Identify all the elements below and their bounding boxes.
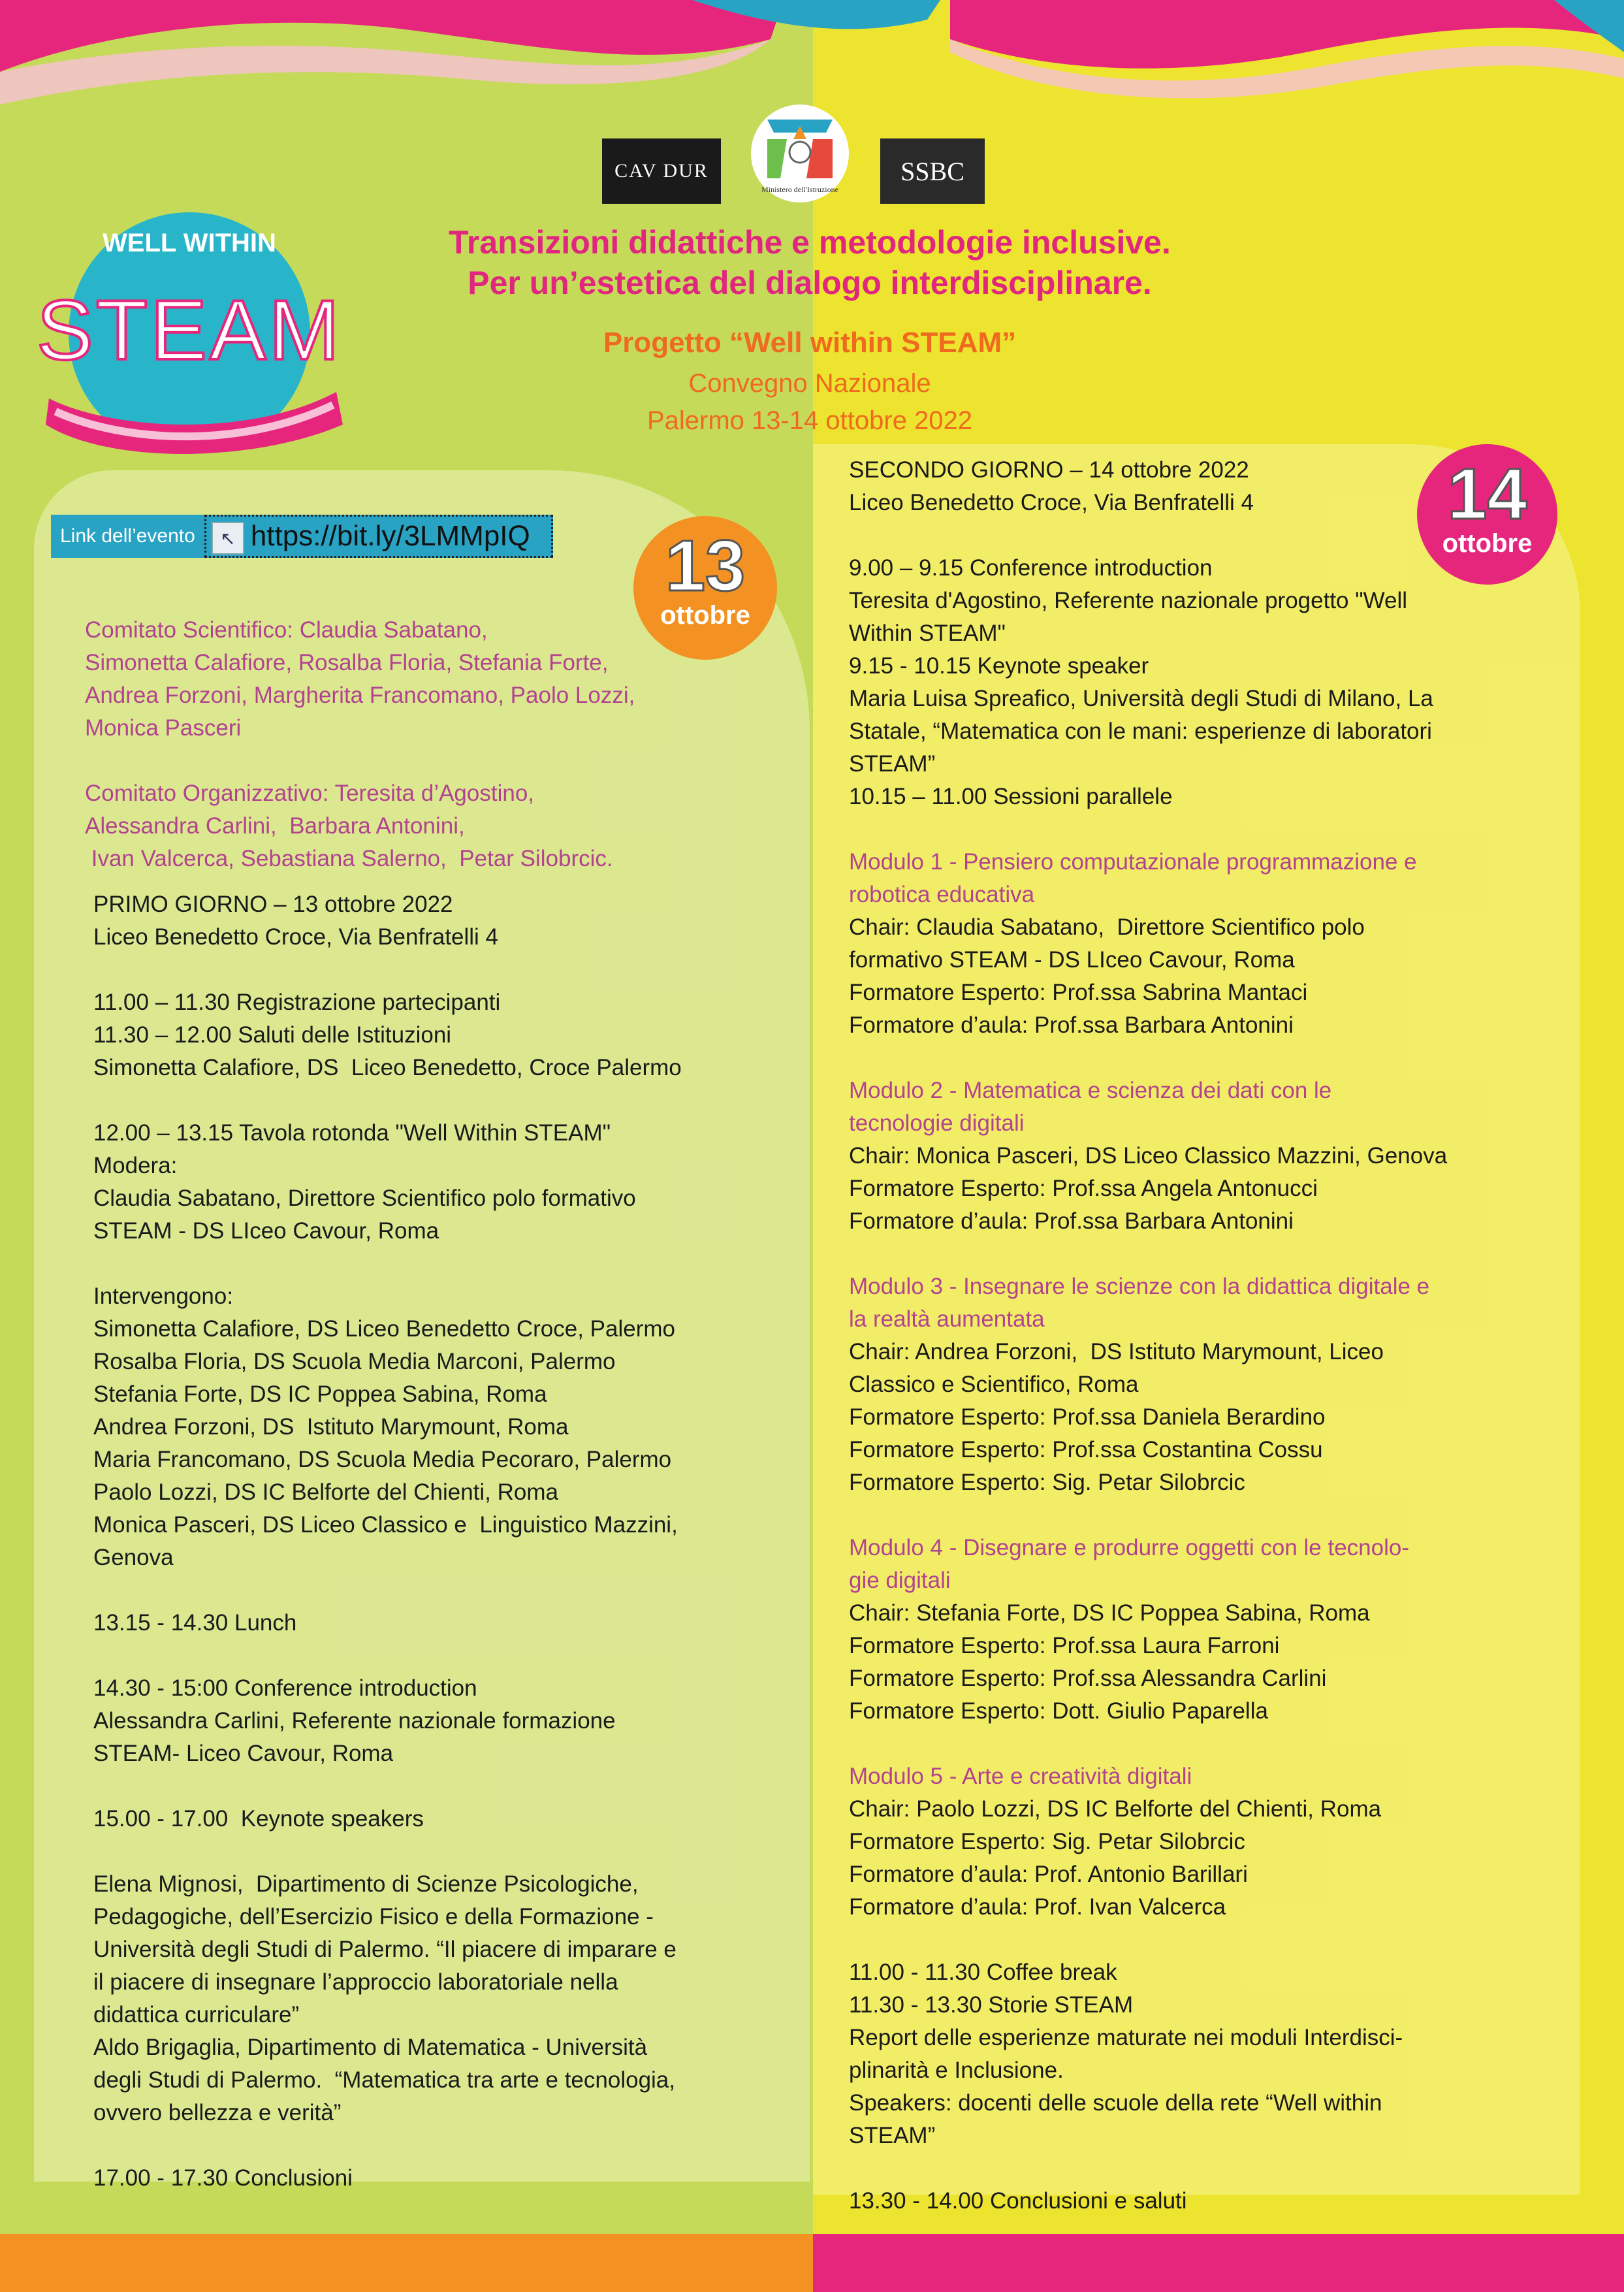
modulo4-title: Modulo 4 - Disegnare e produrre oggetti con le tecnolo- gie digitali [849, 1535, 1409, 1593]
day1-badge-month: ottobre [660, 601, 750, 630]
day2-badge-month: ottobre [1442, 529, 1533, 558]
main-title [326, 222, 1293, 303]
day1-conference-intro: 14.30 - 15:00 Conference introduction Alessandra Carlini, Referente nazionale formazione STEAM- Liceo Cavour, Roma [93, 1675, 616, 1766]
institution-logos [588, 105, 1045, 209]
day1-badge [633, 516, 777, 660]
comitato-organizzativo: Comitato Organizzativo: Teresita d’Agostino, Alessandra Carlini, Barbara Antonini, Ivan Valcerca, Sebastiana Salerno, Petar Silobrcic. [85, 781, 613, 871]
day1-speakers: Elena Mignosi, Dipartimento di Scienze Psicologiche, Pedagogiche, dell’Esercizio Fisico e della Formazione - Università degli Studi di Palermo. “Il piacere di imparare e il piacere di insegnare l’approccio laboratoriale nella didattica curriculare” Aldo Brigaglia, Dipartimento di Matematica - Università degli Studi di Palermo. “Matematica tra arte e tecnologia, ovvero bellezza e verità” [93, 1871, 677, 2125]
steam-logo-main-text: STEAM [37, 282, 342, 378]
modulo2-body: Chair: Monica Pasceri, DS Liceo Classico Mazzini, Genova Formatore Esperto: Prof.ssa Angela Antonucci Formatore d’aula: Prof.ssa Barbara Antonini [849, 1143, 1448, 1234]
event-type: Convegno Nazionale [688, 369, 931, 398]
event-link-url-text[interactable]: https://bit.ly/3LMMpIQ [250, 520, 530, 552]
modulo5-body: Chair: Paolo Lozzi, DS IC Belforte del Chienti, Roma Formatore Esperto: Sig. Petar Silobrcic Formatore d’aula: Prof. Antonio Barillari Formatore d’aula: Prof. Ivan Valcerca [849, 1796, 1382, 1920]
modulo2-title: Modulo 2 - Matematica e scienza dei dati con le tecnologie digitali [849, 1078, 1332, 1136]
comitato-scientifico: Comitato Scientifico: Claudia Sabatano, Simonetta Calafiore, Rosalba Floria, Stefania Forte, Andrea Forzoni, Margherita Francomano, Paolo Lozzi, Monica Pasceri [85, 617, 635, 741]
modulo3-title: Modulo 3 - Insegnare le scienze con la didattica digitale e la realtà aumentata [849, 1274, 1430, 1332]
day2-heading: SECONDO GIORNO – 14 ottobre 2022 Liceo Benedetto Croce, Via Benfratelli 4 [849, 457, 1254, 515]
day2-conclusioni: 13.30 - 14.00 Conclusioni e saluti [849, 2188, 1187, 2214]
day2-closing-program: 11.00 - 11.30 Coffee break 11.30 - 13.30 Storie STEAM Report delle esperienze maturate nei moduli Interdisci- plinarità e Inclusione. Speakers: docenti delle scuole della rete “Well within STEAM” [849, 1960, 1403, 2148]
modulo1-title: Modulo 1 - Pensiero computazionale programmazione e robotica educativa [849, 849, 1417, 907]
day1-tavola-rotonda: 12.00 – 13.15 Tavola rotonda "Well Within STEAM" Modera: Claudia Sabatano, Direttore Scientifico polo formativo STEAM - DS LIceo Cavour, Roma [93, 1120, 636, 1244]
liceo-cavour-logo: CAV DUR [602, 138, 721, 204]
ministero-logo-text: Ministero dell'Istruzione [761, 184, 838, 194]
well-within-steam-logo [36, 209, 343, 457]
day1-badge-number: 13 [665, 526, 746, 606]
day2-badge [1417, 444, 1557, 585]
project-title: Progetto “Well within STEAM” [603, 327, 1017, 359]
ssbc-logo: SSBC [880, 138, 985, 204]
day1-lunch: 13.15 - 14.30 Lunch [93, 1610, 297, 1636]
modulo1-body: Chair: Claudia Sabatano, Direttore Scientifico polo formativo STEAM - DS LIceo Cavour, Roma Formatore Esperto: Prof.ssa Sabrina Mantaci Formatore d’aula: Prof.ssa Barbara Antonini [849, 914, 1365, 1038]
footer-bar-magenta [813, 2234, 1624, 2292]
event-link-url[interactable] [204, 515, 553, 558]
modulo5-title: Modulo 5 - Arte e creatività digitali [849, 1764, 1192, 1789]
day1-intervengono: Intervengono: Simonetta Calafiore, DS Liceo Benedetto Croce, Palermo Rosalba Floria, DS Scuola Media Marconi, Palermo Stefania Forte, DS IC Poppea Sabina, Roma Andrea Forzoni, DS Istituto Marymount, Roma Maria Francomano, DS Scuola Media Pecoraro, Palermo Paolo Lozzi, DS IC Belforte del Chienti, Roma Monica Pasceri, DS Liceo Classico e Linguistico Mazzini, Genova [93, 1283, 678, 1570]
day1-keynote: 15.00 - 17.00 Keynote speakers [93, 1806, 424, 1832]
steam-logo-top-text: WELL WITHIN [103, 229, 276, 257]
day1-conclusioni: 17.00 - 17.30 Conclusioni [93, 2165, 353, 2191]
title-line-2: Per un’estetica del dialogo interdisciplinare. [468, 265, 1152, 301]
footer-bar-orange [0, 2234, 813, 2292]
event-date-place: Palermo 13-14 ottobre 2022 [646, 406, 973, 435]
day1-registrazione: 11.00 – 11.30 Registrazione partecipanti 11.30 – 12.00 Saluti delle Istituzioni Simonetta Calafiore, DS Liceo Benedetto, Croce Palermo [93, 990, 682, 1080]
day2-program: 9.00 – 9.15 Conference introduction Teresita d'Agostino, Referente nazionale progetto "Well Within STEAM" 9.15 - 10.15 Keynote speaker Maria Luisa Spreafico, Università degli Studi di Milano, La Statale, “Matematica con le mani: esperienze di laboratori STEAM” 10.15 – 11.00 Sessioni parallele [849, 555, 1433, 809]
event-link-label: Link dell’evento [51, 515, 204, 558]
day2-badge-number: 14 [1447, 454, 1527, 534]
ministero-logo [751, 105, 849, 202]
cursor-icon: ↖ [212, 522, 244, 555]
modulo4-body: Chair: Stefania Forte, DS IC Poppea Sabina, Roma Formatore Esperto: Prof.ssa Laura Farroni Formatore Esperto: Prof.ssa Alessandra Carlini Formatore Esperto: Dott. Giulio Paparella [849, 1600, 1370, 1724]
modulo3-body: Chair: Andrea Forzoni, DS Istituto Marymount, Liceo Classico e Scientifico, Roma Formatore Esperto: Prof.ssa Daniela Berardino Formatore Esperto: Prof.ssa Costantina Cossu Formatore Esperto: Sig. Petar Silobrcic [849, 1339, 1384, 1495]
event-link[interactable] [51, 515, 553, 558]
title-line-1: Transizioni didattiche e metodologie inclusive. [449, 224, 1171, 261]
day1-heading: PRIMO GIORNO – 13 ottobre 2022 Liceo Benedetto Croce, Via Benfratelli 4 [93, 892, 499, 950]
ministero-emblem-icon [761, 113, 839, 185]
